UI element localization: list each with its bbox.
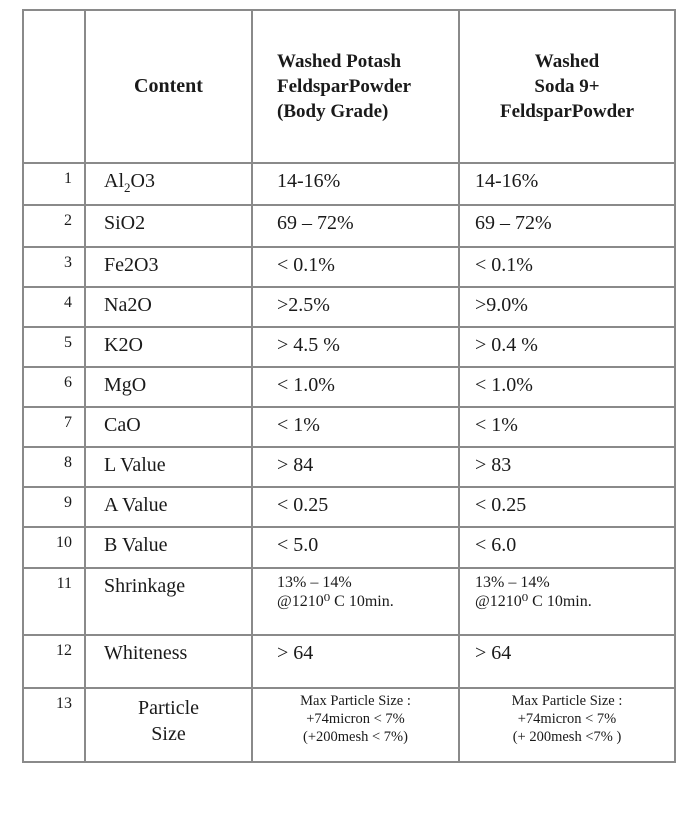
header-row xyxy=(23,10,675,163)
header-potash-line: FeldsparPowder xyxy=(277,76,412,97)
table-row xyxy=(23,205,675,247)
table-row xyxy=(23,688,675,762)
row-number: 2 xyxy=(23,205,85,247)
row-number: 8 xyxy=(23,447,85,487)
row-number: 1 xyxy=(23,163,85,205)
value-line: (+ 200mesh <7% ) xyxy=(512,729,622,745)
row-content: MgO xyxy=(85,367,252,407)
row-content: Shrinkage xyxy=(85,568,252,635)
table-row xyxy=(23,527,675,568)
row-content: Fe2O3 xyxy=(85,247,252,287)
row-potash-value xyxy=(252,568,459,635)
table-row xyxy=(23,163,675,205)
row-number: 5 xyxy=(23,327,85,367)
row-content: Na2O xyxy=(85,287,252,327)
feldspar-spec-table xyxy=(22,9,676,763)
content-text: O3 xyxy=(130,170,155,192)
row-content: A Value xyxy=(85,487,252,527)
row-content xyxy=(85,163,252,205)
row-number: 10 xyxy=(23,527,85,568)
value-line: @1210⁰ C 10min. xyxy=(277,593,394,610)
content-line: Size xyxy=(151,723,186,745)
header-potash-line: Washed Potash xyxy=(277,51,402,72)
table-row xyxy=(23,287,675,327)
row-potash-value: < 0.25 xyxy=(252,487,459,527)
value-line: (+200mesh < 7%) xyxy=(303,729,408,745)
row-potash-value: 14-16% xyxy=(252,163,459,205)
row-number: 11 xyxy=(23,568,85,635)
row-soda-value: > 83 xyxy=(459,447,675,487)
row-content xyxy=(85,688,252,762)
row-content: SiO2 xyxy=(85,205,252,247)
row-soda-value xyxy=(459,688,675,762)
row-soda-value: 69 – 72% xyxy=(459,205,675,247)
row-soda-value: < 6.0 xyxy=(459,527,675,568)
row-soda-value xyxy=(459,568,675,635)
table-row xyxy=(23,327,675,367)
row-soda-value: < 1.0% xyxy=(459,367,675,407)
row-number: 4 xyxy=(23,287,85,327)
header-content: Content xyxy=(85,10,252,163)
table-row xyxy=(23,407,675,447)
content-text: Al xyxy=(104,170,124,192)
value-line: +74micron < 7% xyxy=(517,711,617,727)
row-number: 3 xyxy=(23,247,85,287)
row-content: CaO xyxy=(85,407,252,447)
row-soda-value: < 0.25 xyxy=(459,487,675,527)
row-number: 7 xyxy=(23,407,85,447)
table-row xyxy=(23,247,675,287)
content-line: Particle xyxy=(137,697,200,719)
row-potash-value: > 84 xyxy=(252,447,459,487)
value-line: Max Particle Size : xyxy=(511,693,623,709)
value-line: @1210⁰ C 10min. xyxy=(475,593,592,610)
value-line: +74micron < 7% xyxy=(306,711,405,727)
row-potash-value: 69 – 72% xyxy=(252,205,459,247)
row-soda-value: 14-16% xyxy=(459,163,675,205)
row-content: L Value xyxy=(85,447,252,487)
row-soda-value: > 0.4 % xyxy=(459,327,675,367)
value-line: 13% – 14% xyxy=(475,574,550,591)
content-subscript: 2 xyxy=(124,180,131,195)
row-potash-value: > 4.5 % xyxy=(252,327,459,367)
row-potash-value: > 64 xyxy=(252,635,459,688)
row-content: B Value xyxy=(85,527,252,568)
table-row xyxy=(23,635,675,688)
row-potash-value: < 0.1% xyxy=(252,247,459,287)
value-line: 13% – 14% xyxy=(277,574,352,591)
row-potash-value xyxy=(252,688,459,762)
value-line: Max Particle Size : xyxy=(300,693,411,709)
header-soda-line: Soda 9+ xyxy=(534,76,600,97)
header-soda-line: FeldsparPowder xyxy=(499,101,635,122)
table-row xyxy=(23,487,675,527)
header-potash-line: (Body Grade) xyxy=(277,101,389,122)
row-number: 12 xyxy=(23,635,85,688)
row-potash-value: >2.5% xyxy=(252,287,459,327)
row-soda-value: > 64 xyxy=(459,635,675,688)
row-number: 13 xyxy=(23,688,85,762)
row-content: Whiteness xyxy=(85,635,252,688)
header-number-cell xyxy=(23,10,85,163)
header-potash xyxy=(252,10,459,163)
row-potash-value: < 1.0% xyxy=(252,367,459,407)
row-number: 9 xyxy=(23,487,85,527)
row-potash-value: < 5.0 xyxy=(252,527,459,568)
row-soda-value: < 0.1% xyxy=(459,247,675,287)
row-potash-value: < 1% xyxy=(252,407,459,447)
header-soda-line: Washed xyxy=(534,51,600,72)
row-content: K2O xyxy=(85,327,252,367)
row-soda-value: < 1% xyxy=(459,407,675,447)
table-row xyxy=(23,367,675,407)
table-row xyxy=(23,447,675,487)
row-soda-value: >9.0% xyxy=(459,287,675,327)
row-number: 6 xyxy=(23,367,85,407)
table-row xyxy=(23,568,675,635)
header-soda xyxy=(459,10,675,163)
